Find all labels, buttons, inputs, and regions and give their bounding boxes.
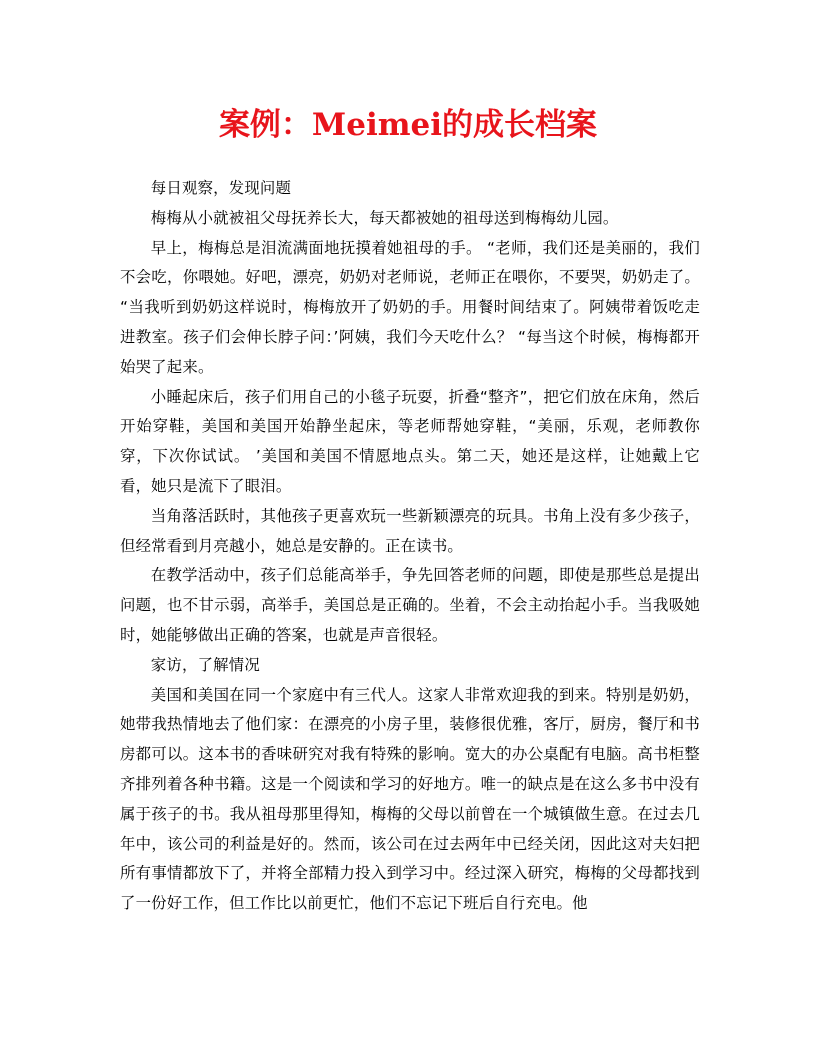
document-title: 案例：Meimei的成长档案 (218, 107, 598, 143)
paragraph: 在教学活动中，孩子们总能高举手，争先回答老师的问题，即使是那些总是提出问题，也不甘示弱，高举手，美国总是正确的。坐着，不会主动抬起小手。当我吸她时，她能够做出正确的答案，也就是声音很轻。 (120, 566, 700, 644)
document-body (120, 174, 700, 919)
paragraph: 当角落活跃时，其他孩子更喜欢玩一些新颖漂亮的玩具。书角上没有多少孩子，但经常看到月亮越小，她总是安静的。正在读书。 (120, 506, 700, 555)
paragraph: 梅梅从小就被祖父母抚养长大，每天都被她的祖母送到梅梅幼儿园。 (150, 208, 619, 227)
paragraph: 早上，梅梅总是泪流满面地抚摸着她祖母的手。 “老师，我们还是美丽的，我们不会吃，你喂她。好吧，漂亮，奶奶对老师说，老师正在喂你，不要哭，奶奶走了。 “当我听到奶奶这样说时，梅梅放开了奶奶的手。用餐时间结束了。阿姨带着饭吃走进教室。孩子们会伸长脖子问：’阿姨，我们今天吃什么？ “每当这个时候，梅梅都开始哭了起来。 (120, 238, 700, 376)
section-heading-home-visit: 家访，了解情况 (150, 655, 260, 674)
section-heading-daily-observation: 每日观察，发现问题 (150, 179, 292, 197)
paragraph: 美国和美国在同一个家庭中有三代人。这家人非常欢迎我的到来。特别是奶奶，她带我热情地去了他们家：在漂亮的小房子里，装修很优雅，客厅，厨房，餐厅和书房都可以。这本书的香味研究对我有特殊的影响。宽大的办公桌配有电脑。高书柜整齐排列着各种书籍。这是一个阅读和学习的好地方。唯一的缺点是在这么多书中没有属于孩子的书。我从祖母那里得知，梅梅的父母以前曾在一个城镇做生意。在过去几年中，该公司的利益是好的。然而，该公司在过去两年中已经关闭，因此这对夫妇把所有事情都放下了，并将全部精力投入到学习中。经过深入研究，梅梅的父母都找到了一份好工作，但工作比以前更忙，他们不忘记下班后自行充电。他 (120, 685, 700, 913)
paragraph: 小睡起床后，孩子们用自己的小毯子玩耍，折叠“整齐”，把它们放在床角，然后开始穿鞋，美国和美国开始静坐起床，等老师帮她穿鞋，“美丽，乐观，老师教你穿，下次你试试。 ’美国和美国不情愿地点头。第二天，她还是这样，让她戴上它看，她只是流下了眼泪。 (120, 387, 700, 495)
